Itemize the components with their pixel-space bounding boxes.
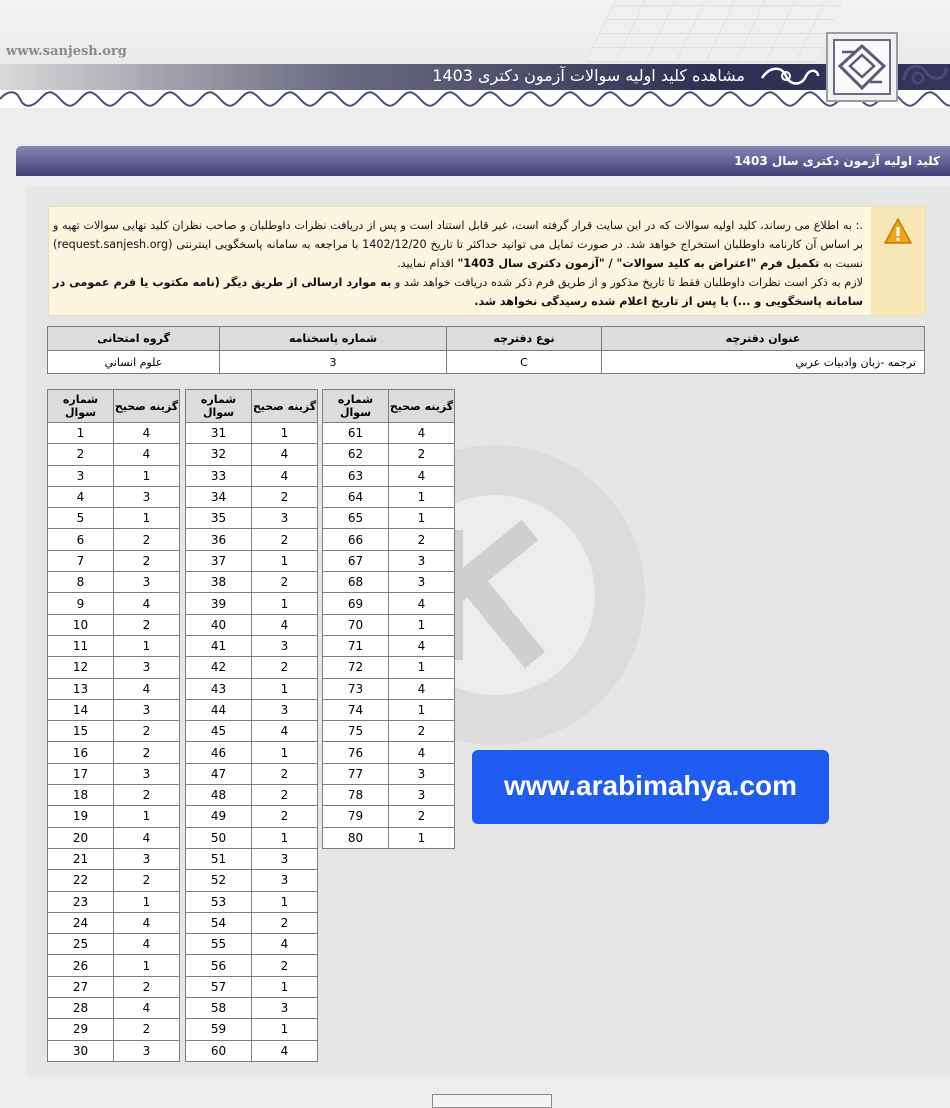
correct-answer-cell: 2: [114, 550, 180, 571]
question-number-cell: 46: [186, 742, 252, 763]
correct-answer-cell: 3: [114, 699, 180, 720]
table-row: [48, 508, 180, 529]
question-number-cell: 9: [48, 593, 114, 614]
correct-answer-cell: 2: [389, 721, 455, 742]
question-column-header: شماره سوال: [186, 390, 252, 423]
panel-header: [16, 146, 950, 176]
question-number-cell: 24: [48, 912, 114, 933]
table-row: [186, 465, 318, 486]
table-row: [186, 529, 318, 550]
correct-answer-cell: 4: [252, 934, 318, 955]
question-number-cell: 5: [48, 508, 114, 529]
table-row: [186, 699, 318, 720]
correct-answer-cell: 3: [252, 998, 318, 1019]
promo-watermark-badge: www.arabimahya.com: [472, 750, 829, 824]
question-number-cell: 36: [186, 529, 252, 550]
correct-answer-cell: 1: [252, 550, 318, 571]
table-row: [48, 891, 180, 912]
question-number-cell: 11: [48, 635, 114, 656]
table-row: [186, 423, 318, 444]
table-row: [48, 934, 180, 955]
bottom-button[interactable]: [432, 1094, 552, 1108]
table-row: [186, 635, 318, 656]
correct-answer-cell: 4: [114, 934, 180, 955]
table-row: [48, 657, 180, 678]
table-row: [186, 444, 318, 465]
notice-text-part: .: به اطلاع می رساند، کلید اولیه سوالات که در این سایت قرار گرفته است، غیر قابل استناد است و پس از دریافت نظرات داوطلبان و صاحب نظران کلید نهایی سوالات تهیه و بر اساس آن کارنامه داوطلبان استخراج خواهد شد. در صورت تمایل می توانید حداکثر تا تاریخ 1402/12/20 با مراجعه به سامانه پاسخگویی اینترنتی (request.sanjesh.org) نسبت به: [53, 219, 863, 270]
table-header-row: [186, 390, 318, 423]
correct-answer-cell: 3: [389, 572, 455, 593]
table-header-row: [323, 390, 455, 423]
question-number-cell: 76: [323, 742, 389, 763]
correct-answer-cell: 4: [252, 721, 318, 742]
question-number-cell: 28: [48, 998, 114, 1019]
question-number-cell: 13: [48, 678, 114, 699]
table-row: [48, 912, 180, 933]
column-header: نوع دفترچه: [447, 327, 602, 351]
table-row: [323, 742, 455, 763]
correct-answer-cell: 3: [252, 848, 318, 869]
notice-text-bold: تکمیل فرم "اعتراض به کلید سوالات" / "آزمون دکتری سال 1403": [457, 257, 820, 270]
question-number-cell: 3: [48, 465, 114, 486]
table-row: [323, 550, 455, 571]
notice-text-part: اقدام نمایید.: [397, 257, 458, 270]
correct-answer-cell: 1: [252, 742, 318, 763]
table-row: [48, 1040, 180, 1061]
question-number-cell: 55: [186, 934, 252, 955]
correct-answer-cell: 1: [252, 678, 318, 699]
correct-answer-cell: 1: [114, 508, 180, 529]
correct-answer-cell: 1: [389, 827, 455, 848]
booklet-info-table: [47, 326, 925, 374]
question-number-cell: 54: [186, 912, 252, 933]
table-row: [323, 678, 455, 699]
correct-answer-cell: 4: [114, 998, 180, 1019]
question-number-cell: 18: [48, 785, 114, 806]
correct-answer-cell: 4: [114, 827, 180, 848]
correct-answer-cell: 4: [252, 465, 318, 486]
question-number-cell: 2: [48, 444, 114, 465]
question-number-cell: 52: [186, 870, 252, 891]
question-number-cell: 60: [186, 1040, 252, 1061]
correct-answer-cell: 1: [252, 827, 318, 848]
correct-answer-cell: 1: [389, 699, 455, 720]
table-row: [323, 699, 455, 720]
question-number-cell: 33: [186, 465, 252, 486]
sanjesh-logo[interactable]: [826, 32, 898, 102]
panel-title: کلید اولیه آزمون دکتری سال 1403: [734, 154, 940, 168]
question-number-cell: 72: [323, 657, 389, 678]
correct-answer-cell: 2: [114, 742, 180, 763]
correct-answer-cell: 4: [389, 635, 455, 656]
question-number-cell: 74: [323, 699, 389, 720]
table-row: [48, 614, 180, 635]
question-column-header: شماره سوال: [323, 390, 389, 423]
table-row: [48, 763, 180, 784]
table-row: [323, 465, 455, 486]
question-number-cell: 4: [48, 486, 114, 507]
question-number-cell: 22: [48, 870, 114, 891]
correct-answer-cell: 2: [389, 806, 455, 827]
question-number-cell: 19: [48, 806, 114, 827]
ornament-strip: [0, 90, 950, 108]
question-number-cell: 49: [186, 806, 252, 827]
question-number-cell: 69: [323, 593, 389, 614]
question-number-cell: 27: [48, 976, 114, 997]
question-number-cell: 39: [186, 593, 252, 614]
table-row: [186, 678, 318, 699]
table-row: [186, 763, 318, 784]
table-row: [186, 827, 318, 848]
table-row: [48, 721, 180, 742]
table-row: [48, 976, 180, 997]
warning-icon: [883, 217, 913, 245]
question-number-cell: 14: [48, 699, 114, 720]
correct-answer-cell: 2: [252, 657, 318, 678]
table-header-row: [48, 390, 180, 423]
table-row: [48, 785, 180, 806]
correct-answer-cell: 2: [114, 785, 180, 806]
question-number-cell: 44: [186, 699, 252, 720]
correct-answer-cell: 4: [114, 678, 180, 699]
question-number-cell: 10: [48, 614, 114, 635]
table-row: [186, 572, 318, 593]
question-number-cell: 50: [186, 827, 252, 848]
table-row: [186, 976, 318, 997]
correct-answer-cell: 4: [389, 678, 455, 699]
question-number-cell: 77: [323, 763, 389, 784]
question-number-cell: 40: [186, 614, 252, 635]
answer-sheet-number-cell: 3: [220, 351, 447, 374]
question-number-cell: 66: [323, 529, 389, 550]
question-number-cell: 34: [186, 486, 252, 507]
correct-answer-cell: 1: [252, 976, 318, 997]
table-row: [186, 614, 318, 635]
notice-text: [53, 216, 863, 311]
question-number-cell: 56: [186, 955, 252, 976]
correct-answer-cell: 2: [252, 529, 318, 550]
answers-table-61-80: [322, 389, 455, 849]
table-row: [323, 721, 455, 742]
correct-answer-cell: 1: [114, 955, 180, 976]
question-number-cell: 12: [48, 657, 114, 678]
correct-answer-cell: 3: [252, 699, 318, 720]
correct-answer-cell: 4: [114, 593, 180, 614]
table-row: [323, 423, 455, 444]
table-row: [48, 870, 180, 891]
question-number-cell: 57: [186, 976, 252, 997]
table-row: [48, 1019, 180, 1040]
table-row: [186, 657, 318, 678]
table-row: [48, 742, 180, 763]
table-row: [186, 912, 318, 933]
question-number-cell: 15: [48, 721, 114, 742]
ornament-swirl-icon: [760, 64, 820, 88]
correct-answer-cell: 4: [389, 742, 455, 763]
correct-answer-cell: 3: [252, 870, 318, 891]
question-number-cell: 78: [323, 785, 389, 806]
table-row: [186, 934, 318, 955]
correct-answer-cell: 3: [389, 550, 455, 571]
correct-answer-cell: 3: [114, 572, 180, 593]
correct-answer-cell: 2: [389, 529, 455, 550]
question-number-cell: 32: [186, 444, 252, 465]
table-row: [323, 806, 455, 827]
question-number-cell: 21: [48, 848, 114, 869]
correct-answer-cell: 4: [252, 1040, 318, 1061]
correct-answer-cell: 1: [389, 486, 455, 507]
notice-text-part: لازم به ذکر است نظرات داوطلبان فقط تا تاریخ مذکور و از طریق فرم ذکر شده دریافت خواهد شد و: [391, 276, 863, 289]
question-number-cell: 16: [48, 742, 114, 763]
correct-answer-cell: 1: [389, 657, 455, 678]
question-number-cell: 26: [48, 955, 114, 976]
question-number-cell: 45: [186, 721, 252, 742]
table-row: [48, 444, 180, 465]
notice-box: [48, 206, 926, 316]
question-number-cell: 73: [323, 678, 389, 699]
correct-answer-cell: 4: [114, 423, 180, 444]
table-row: [48, 351, 925, 374]
question-number-cell: 31: [186, 423, 252, 444]
correct-answer-cell: 4: [389, 465, 455, 486]
correct-answer-cell: 1: [252, 891, 318, 912]
answer-column-header: گزینه صحیح: [252, 390, 318, 423]
correct-answer-cell: 1: [114, 465, 180, 486]
table-row: [48, 699, 180, 720]
column-header: عنوان دفترچه: [602, 327, 925, 351]
correct-answer-cell: 3: [114, 486, 180, 507]
correct-answer-cell: 3: [114, 1040, 180, 1061]
table-row: [48, 572, 180, 593]
table-row: [48, 955, 180, 976]
table-row: [48, 848, 180, 869]
table-row: [323, 827, 455, 848]
banner-title: مشاهده کلید اولیه سوالات آزمون دکتری 1403: [432, 66, 745, 85]
correct-answer-cell: 2: [252, 785, 318, 806]
table-row: [186, 593, 318, 614]
table-row: [323, 486, 455, 507]
question-number-cell: 59: [186, 1019, 252, 1040]
correct-answer-cell: 2: [114, 614, 180, 635]
ornament-corner-icon: [900, 58, 950, 92]
question-number-cell: 30: [48, 1040, 114, 1061]
correct-answer-cell: 3: [389, 763, 455, 784]
question-number-cell: 29: [48, 1019, 114, 1040]
correct-answer-cell: 1: [389, 614, 455, 635]
banner-background-graphic: [586, 0, 845, 62]
table-row: [323, 508, 455, 529]
question-column-header: شماره سوال: [48, 390, 114, 423]
question-number-cell: 80: [323, 827, 389, 848]
table-row: [323, 785, 455, 806]
correct-answer-cell: 2: [389, 444, 455, 465]
correct-answer-cell: 4: [389, 593, 455, 614]
table-row: [186, 955, 318, 976]
correct-answer-cell: 3: [114, 657, 180, 678]
correct-answer-cell: 3: [114, 763, 180, 784]
correct-answer-cell: 4: [114, 444, 180, 465]
question-number-cell: 63: [323, 465, 389, 486]
correct-answer-cell: 2: [252, 806, 318, 827]
question-number-cell: 41: [186, 635, 252, 656]
question-number-cell: 67: [323, 550, 389, 571]
table-row: [48, 465, 180, 486]
question-number-cell: 68: [323, 572, 389, 593]
table-row: [186, 550, 318, 571]
table-row: [323, 635, 455, 656]
question-number-cell: 38: [186, 572, 252, 593]
notice-text-bold: به موارد ارسالی از طریق دیگر (نامه مکتوب یا فرم عمومی در سامانه پاسخگویی و ...) یا پس از تاریخ اعلام شده رسیدگی نخواهد شد.: [53, 276, 863, 308]
table-row: [323, 614, 455, 635]
table-header-row: [48, 327, 925, 351]
table-row: [48, 635, 180, 656]
question-number-cell: 61: [323, 423, 389, 444]
booklet-type-cell: C: [447, 351, 602, 374]
correct-answer-cell: 3: [252, 635, 318, 656]
table-row: [186, 1019, 318, 1040]
correct-answer-cell: 2: [252, 572, 318, 593]
correct-answer-cell: 2: [252, 763, 318, 784]
correct-answer-cell: 1: [252, 593, 318, 614]
question-number-cell: 43: [186, 678, 252, 699]
table-row: [186, 486, 318, 507]
table-row: [48, 998, 180, 1019]
question-number-cell: 6: [48, 529, 114, 550]
correct-answer-cell: 2: [114, 1019, 180, 1040]
correct-answer-cell: 4: [389, 423, 455, 444]
answer-column-header: گزینه صحیح: [114, 390, 180, 423]
question-number-cell: 71: [323, 635, 389, 656]
table-row: [48, 486, 180, 507]
table-row: [323, 529, 455, 550]
correct-answer-cell: 3: [389, 785, 455, 806]
table-row: [186, 721, 318, 742]
correct-answer-cell: 1: [252, 1019, 318, 1040]
correct-answer-cell: 2: [114, 976, 180, 997]
table-row: [186, 508, 318, 529]
table-row: [48, 827, 180, 848]
question-number-cell: 58: [186, 998, 252, 1019]
table-row: [323, 444, 455, 465]
question-number-cell: 79: [323, 806, 389, 827]
correct-answer-cell: 3: [252, 508, 318, 529]
table-row: [48, 550, 180, 571]
correct-answer-cell: 1: [114, 891, 180, 912]
question-number-cell: 23: [48, 891, 114, 912]
question-number-cell: 35: [186, 508, 252, 529]
question-number-cell: 47: [186, 763, 252, 784]
site-url[interactable]: www.sanjesh.org: [6, 44, 127, 59]
question-number-cell: 48: [186, 785, 252, 806]
table-row: [186, 870, 318, 891]
table-row: [186, 785, 318, 806]
question-number-cell: 1: [48, 423, 114, 444]
correct-answer-cell: 2: [252, 955, 318, 976]
question-number-cell: 20: [48, 827, 114, 848]
table-row: [323, 593, 455, 614]
answers-table-1-30: [47, 389, 180, 1062]
table-row: [48, 806, 180, 827]
correct-answer-cell: 1: [114, 635, 180, 656]
question-number-cell: 53: [186, 891, 252, 912]
question-number-cell: 7: [48, 550, 114, 571]
correct-answer-cell: 4: [114, 912, 180, 933]
question-number-cell: 25: [48, 934, 114, 955]
correct-answer-cell: 4: [252, 614, 318, 635]
table-row: [323, 763, 455, 784]
answer-column-header: گزینه صحیح: [389, 390, 455, 423]
question-number-cell: 8: [48, 572, 114, 593]
table-row: [48, 529, 180, 550]
table-row: [186, 848, 318, 869]
correct-answer-cell: 2: [114, 870, 180, 891]
correct-answer-cell: 4: [252, 444, 318, 465]
correct-answer-cell: 3: [114, 848, 180, 869]
booklet-title-cell: ترجمه -زبان وادبیات عربي: [602, 351, 925, 374]
question-number-cell: 70: [323, 614, 389, 635]
table-row: [48, 423, 180, 444]
question-number-cell: 65: [323, 508, 389, 529]
table-row: [323, 572, 455, 593]
correct-answer-cell: 2: [252, 486, 318, 507]
question-number-cell: 62: [323, 444, 389, 465]
question-number-cell: 75: [323, 721, 389, 742]
notice-icon-area: [871, 207, 925, 315]
table-row: [186, 1040, 318, 1061]
correct-answer-cell: 1: [114, 806, 180, 827]
table-row: [48, 593, 180, 614]
table-row: [186, 998, 318, 1019]
question-number-cell: 17: [48, 763, 114, 784]
table-row: [186, 891, 318, 912]
site-banner: [0, 0, 950, 108]
question-number-cell: 37: [186, 550, 252, 571]
column-header: گروه امتحانی: [48, 327, 220, 351]
table-row: [186, 742, 318, 763]
answers-table-31-60: [185, 389, 318, 1062]
question-number-cell: 64: [323, 486, 389, 507]
question-number-cell: 42: [186, 657, 252, 678]
correct-answer-cell: 1: [252, 423, 318, 444]
correct-answer-cell: 2: [114, 529, 180, 550]
correct-answer-cell: 1: [389, 508, 455, 529]
correct-answer-cell: 2: [252, 912, 318, 933]
table-row: [48, 678, 180, 699]
question-number-cell: 51: [186, 848, 252, 869]
column-header: شماره پاسخنامه: [220, 327, 447, 351]
exam-group-cell: علوم انساني: [48, 351, 220, 374]
correct-answer-cell: 2: [114, 721, 180, 742]
table-row: [186, 806, 318, 827]
table-row: [323, 657, 455, 678]
